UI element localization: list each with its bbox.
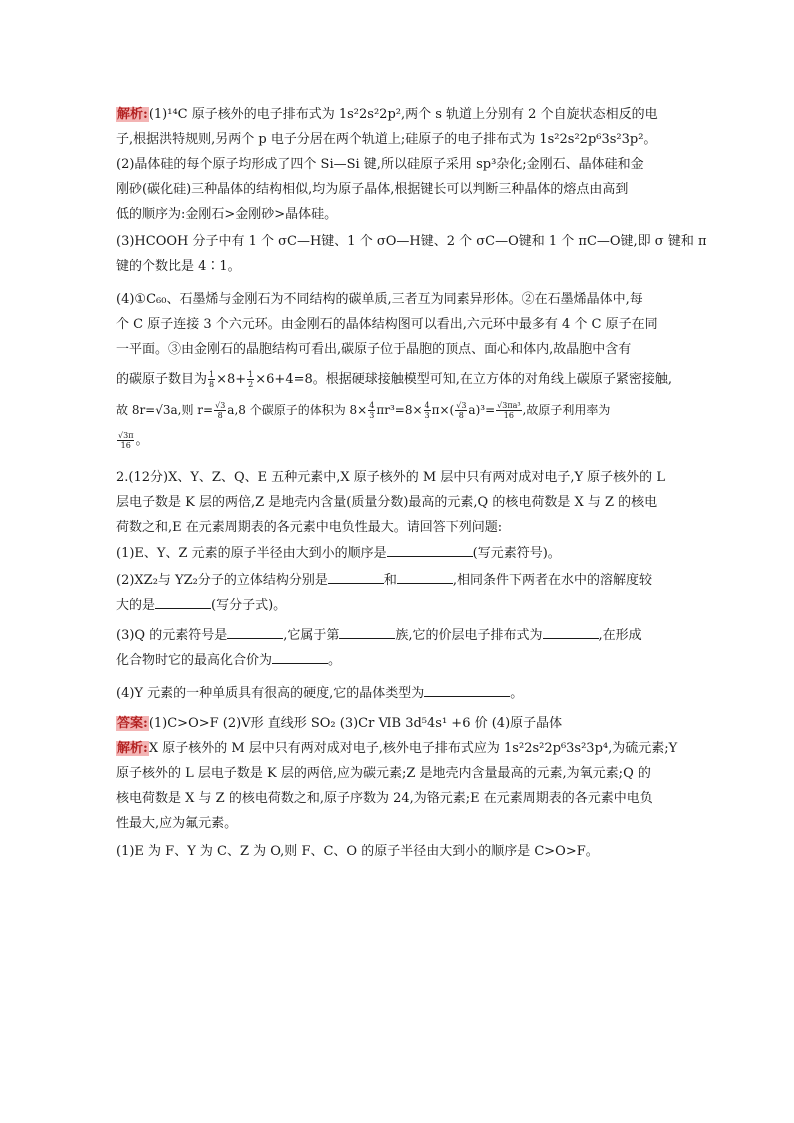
answer2-line: 答案:(1)C>O>F (2)V形 直线形 SO₂ (3)Cr ⅥB 3d⁵4s¹ +6 价 (4)原子晶体 [117,716,563,731]
answer-tag: 答案: [117,716,148,731]
fraction-answer: $\frac{√3\pi}{16}$ [118,431,134,450]
analysis1-line-4: 刚砂(碳化硅)三种晶体的结构相似,均为原子晶体,根据键长可以判断三种晶体的熔点由高到 [116,182,629,197]
question2-part-4: (4)Y 元素的一种单质具有很高的硬度,它的晶体类型为 。 [116,686,524,701]
answer-blank[interactable] [543,626,599,639]
analysis1-line-8: (4)①C₆₀、石墨烯与金刚石为不同结构的碳单质,三者互为同素异形体。②在石墨烯晶体中,每 [116,292,643,307]
fraction-4-3: $\frac{4}{3}$ [369,401,375,420]
question2-part-2-cont: 大的是 (写分子式)。 [116,598,287,613]
analysis-tag: 解析: [117,107,148,122]
fraction-4-3-b: $\frac{4}{3}$ [424,401,430,420]
analysis1-line-9: 个 C 原子连接 3 个六元环。由金刚石的晶体结构图可以看出,六元环中最多有 4 个 C 原子在同 [116,317,658,332]
analysis1-line-2: 子,根据洪特规则,另两个 p 电子分居在两个轨道上;硅原子的电子排布式为 1s²2s²2p⁶3s²3p²。 [116,132,657,147]
analysis1-line-11: 的碳原子数目为 $\frac{1}{8}$ ×8+ $\frac{1}{2}$ ×6+4=8。根据硬球接触模型可知,在立方体的对角线上碳原子紧密接触, [116,370,673,389]
fraction-1-8: $\frac{1}{8}$ [209,370,215,389]
fraction-root3-8: $\frac{√3}{8}$ [215,401,226,420]
analysis1-line-1: 解析:(1)¹⁴C 原子核外的电子排布式为 1s²2s²2p²,两个 s 轨道上分别有 2 个自旋状态相反的电 [117,107,658,122]
analysis1-line-13: $\frac{√3\pi}{16}$ 。 [118,431,149,450]
answer-blank[interactable] [424,684,510,697]
question2-line-2: 层电子数是 K 层的两倍,Z 是地壳内含量(质量分数)最高的元素,Q 的核电荷数是 X 与 Z 的核电 [116,495,658,510]
fraction-1-2: $\frac{1}{2}$ [248,370,254,389]
analysis-tag: 解析: [117,741,148,756]
answer-blank[interactable] [328,571,384,584]
analysis2-line-4: 性最大,应为氟元素。 [116,816,238,831]
question2-part-1: (1)E、Y、Z 元素的原子半径由大到小的顺序是 (写元素符号)。 [116,546,561,561]
answer-blank[interactable] [227,626,283,639]
analysis1-line-5: 低的顺序为:金刚石>金刚砂>晶体硅。 [116,207,338,222]
analysis1-line-10: 一平面。③由金刚石的晶胞结构可看出,碳原子位于晶胞的顶点、面心和体内,故晶胞中含有 [116,342,632,357]
answer-blank[interactable] [387,544,473,557]
analysis2-line-1: 解析:X 原子核外的 M 层中只有两对成对电子,核外电子排布式应为 1s²2s²2p⁶3s²3p⁴,为硫元素;Y [117,741,678,756]
analysis2-line-3: 核电荷数是 X 与 Z 的核电荷数之和,原子序数为 24,为铬元素;E 在元素周期表的各元素中电负 [116,791,653,806]
question2-line-1: 2.(12分)X、Y、Z、Q、E 五种元素中,X 原子核外的 M 层中只有两对成对电子,Y 原子核外的 L [116,470,665,485]
answer-blank[interactable] [397,571,453,584]
answer-blank[interactable] [155,596,211,609]
analysis2-line-2: 原子核外的 L 层电子数是 K 层的两倍,应为碳元素;Z 是地壳内含量最高的元素,为氧元素;Q 的 [116,766,651,781]
analysis1-line-12: 故 8r=√3a,则 r= $\frac{√3}{8}$ a,8 个碳原子的体积为 8× $\frac{4}{3}$ πr³=8× $\frac{4}{3}$ π×( $\frac{√3}{8}$ a)³= $\frac{\text{√3πa³}}{16}$ ,故原子利用率为 [116,401,611,420]
fraction-volume: $\frac{\text{√3πa³}}{16}$ [497,401,521,420]
question2-part-3-cont: 化合物时它的最高化合价为 。 [116,653,342,668]
question2-line-3: 荷数之和,E 在元素周期表的各元素中电负性最大。请回答下列问题: [116,520,503,535]
answer-blank[interactable] [272,651,328,664]
analysis1-line-7: 键的个数比是 4∶1。 [116,259,241,274]
answer-blank[interactable] [339,626,395,639]
fraction-root3-8-b: $\frac{√3}{8}$ [456,401,467,420]
analysis1-line-3: (2)晶体硅的每个原子均形成了四个 Si—Si 键,所以硅原子采用 sp³杂化;金刚石、晶体硅和金 [116,157,644,172]
analysis2-line-5: (1)E 为 F、Y 为 C、Z 为 O,则 F、C、O 的原子半径由大到小的顺序是 C>O>F。 [116,844,599,859]
question2-part-3: (3)Q 的元素符号是 ,它属于第 族,它的价层电子排布式为 ,在形成 [116,628,642,643]
question2-part-2: (2)XZ₂与 YZ₂分子的立体结构分别是 和 ,相同条件下两者在水中的溶解度较 [116,573,653,588]
analysis1-line-6: (3)HCOOH 分子中有 1 个 σC—H键、1 个 σO—H键、2 个 σC—O键和 1 个 πC—O键,即 σ 键和 π [116,234,707,249]
